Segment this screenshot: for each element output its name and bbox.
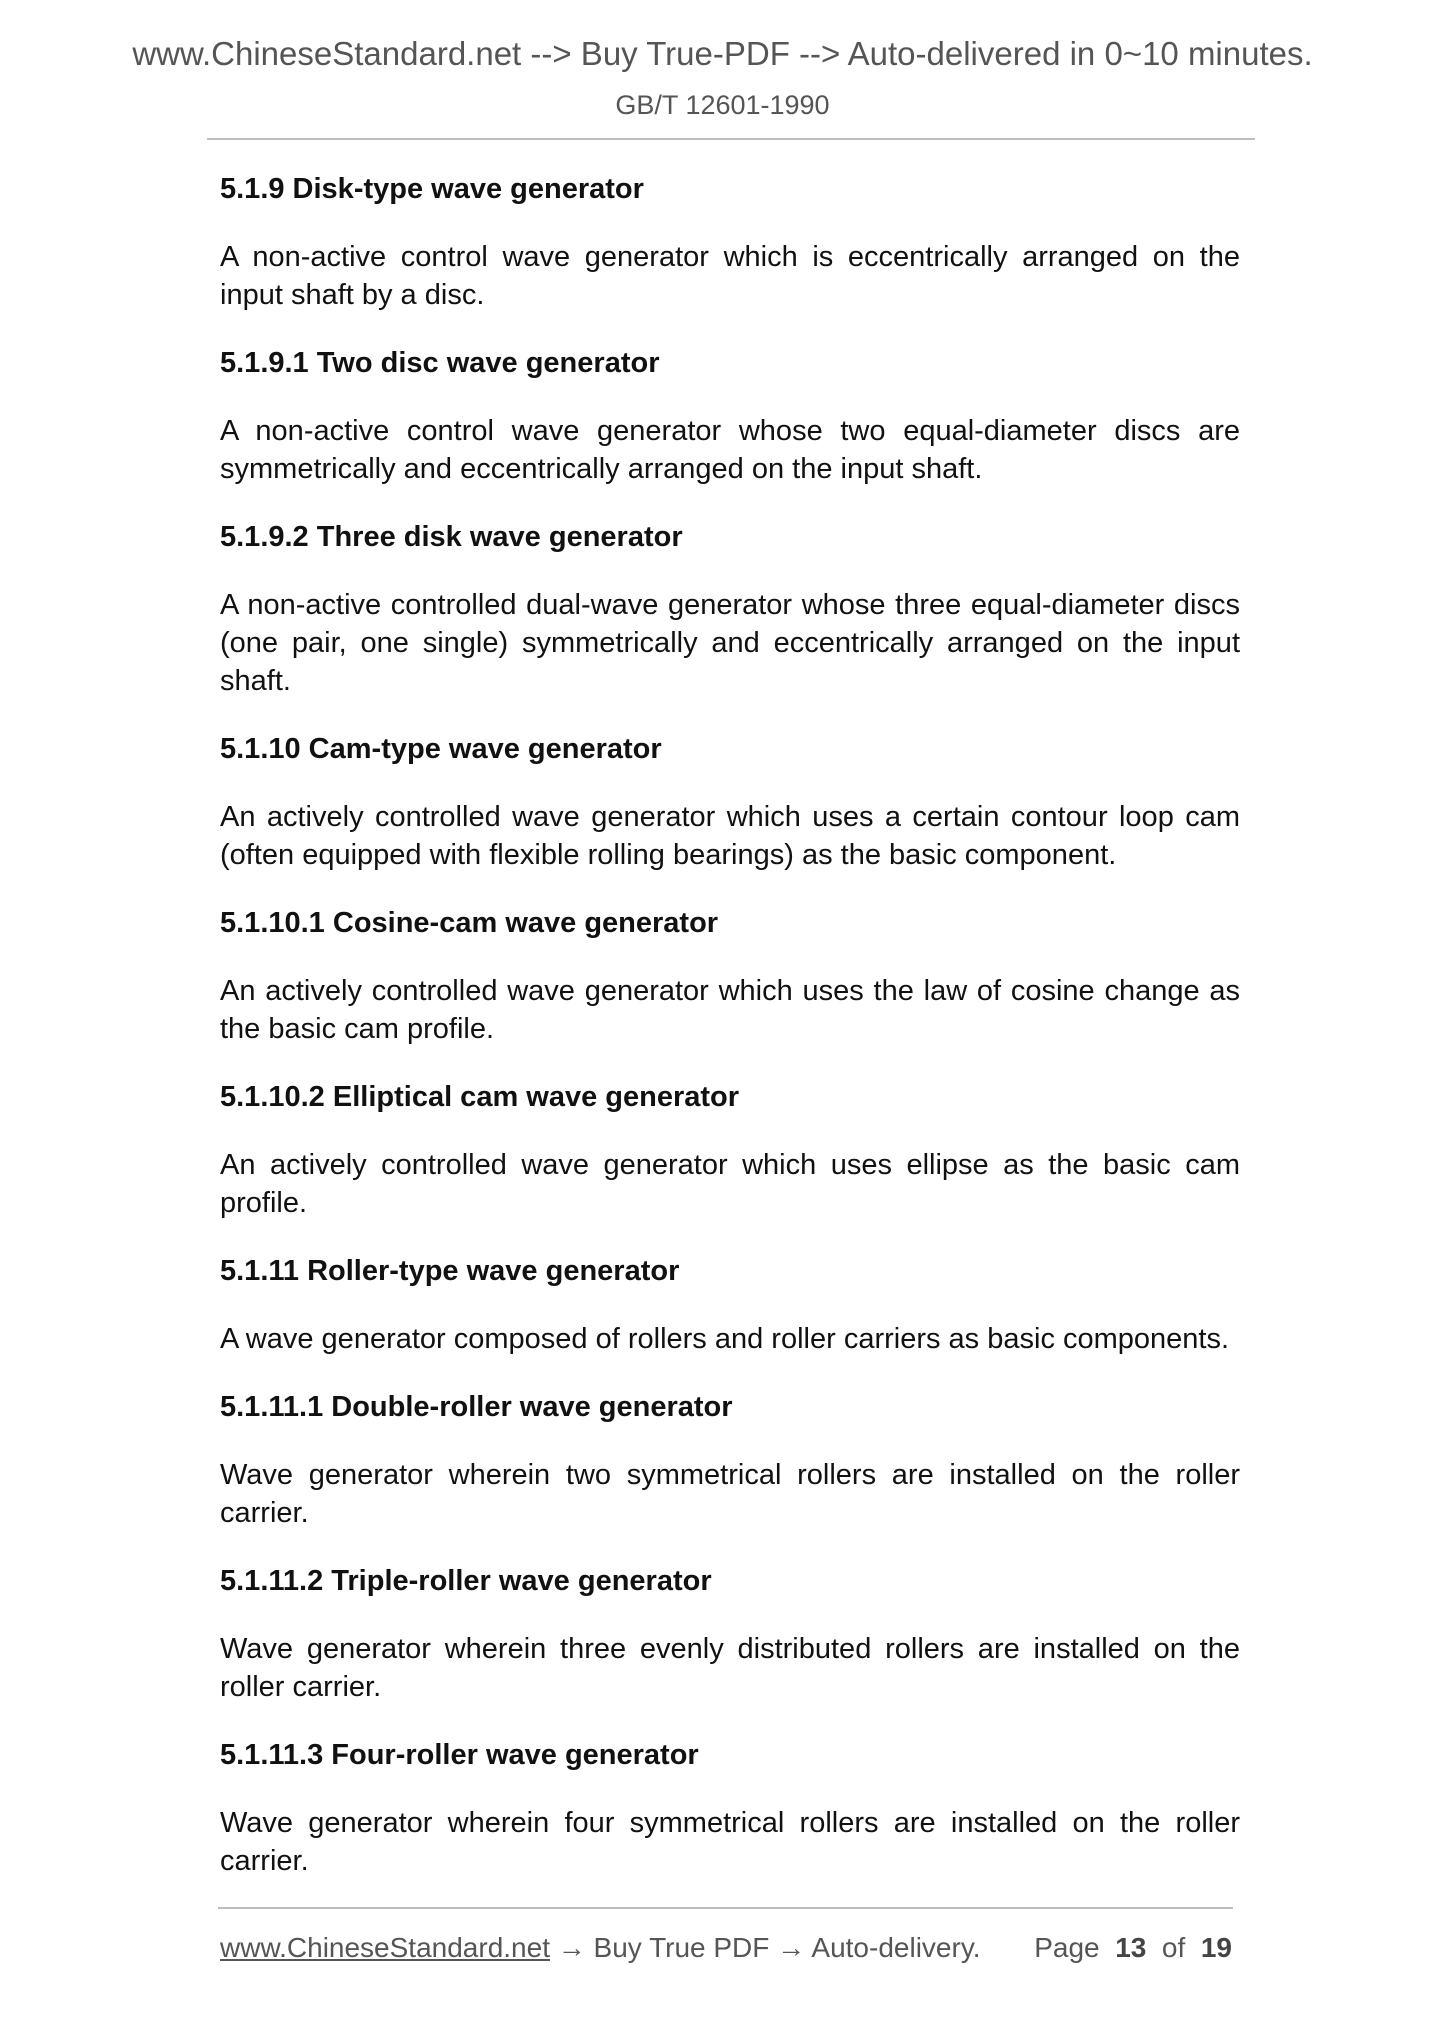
page-footer <box>220 1928 1232 1968</box>
section-heading: 5.1.9.2 Three disk wave generator <box>220 521 683 553</box>
section-text: A non-active controlled dual-wave generator whose three equal-diameter discs (one pair, one single) symmetrically and eccentrically arranged on the input shaft. <box>220 589 1240 697</box>
page-indicator <box>1034 1928 1232 1968</box>
page-label: Page <box>1034 1932 1100 1963</box>
section-heading: 5.1.11.2 Triple-roller wave generator <box>220 1565 712 1597</box>
arrow-right-icon: → <box>557 1932 586 1963</box>
section-heading: 5.1.11 Roller-type wave generator <box>220 1255 680 1287</box>
footer-promo <box>220 1928 981 1968</box>
section-heading: 5.1.9 Disk-type wave generator <box>220 173 644 205</box>
section-text: Wave generator wherein two symmetrical rollers are installed on the roller carrier. <box>220 1459 1240 1529</box>
section-heading: 5.1.11.1 Double-roller wave generator <box>220 1391 733 1423</box>
section-text: An actively controlled wave generator which uses the law of cosine change as the basic cam profile. <box>220 975 1240 1045</box>
doc-number: GB/T 12601-1990 <box>615 90 830 120</box>
section-heading: 5.1.10.1 Cosine-cam wave generator <box>220 907 719 939</box>
page-total: 19 <box>1200 1932 1232 1963</box>
section-text: Wave generator wherein three evenly distributed rollers are installed on the roller carrier. <box>220 1633 1240 1703</box>
arrow-right-icon: → <box>777 1932 806 1963</box>
section-heading: 5.1.9.1 Two disc wave generator <box>220 347 660 379</box>
footer-site-link[interactable]: www.ChineseStandard.net <box>220 1932 550 1963</box>
section-heading: 5.1.11.3 Four-roller wave generator <box>220 1739 699 1771</box>
section-text: A non-active control wave generator which is eccentrically arranged on the input shaft by a disc. <box>220 241 1240 311</box>
section-text: An actively controlled wave generator which uses a certain contour loop cam (often equipped with flexible rolling bearings) as the basic component. <box>220 801 1240 871</box>
page-of-label: of <box>1161 1932 1186 1963</box>
header-banner: www.ChineseStandard.net --> Buy True-PDF --> Auto-delivered in 0~10 minutes. <box>132 35 1313 72</box>
footer-buy-text: Buy True PDF <box>593 1932 770 1963</box>
section-text: Wave generator wherein four symmetrical rollers are installed on the roller carrier. <box>220 1807 1240 1877</box>
footer-divider <box>218 1907 1233 1909</box>
section-text: A non-active control wave generator whose two equal-diameter discs are symmetrically and eccentrically arranged on the input shaft. <box>220 415 1240 485</box>
footer-delivery-text: Auto-delivery. <box>811 1932 981 1963</box>
document-body <box>220 170 1240 1880</box>
section-heading: 5.1.10.2 Elliptical cam wave generator <box>220 1081 740 1113</box>
section-heading: 5.1.10 Cam-type wave generator <box>220 733 662 765</box>
section-text: An actively controlled wave generator which uses ellipse as the basic cam profile. <box>220 1149 1240 1219</box>
section-text: A wave generator composed of rollers and roller carriers as basic components. <box>220 1323 1230 1355</box>
page-current: 13 <box>1115 1932 1147 1963</box>
header-divider <box>207 138 1255 140</box>
